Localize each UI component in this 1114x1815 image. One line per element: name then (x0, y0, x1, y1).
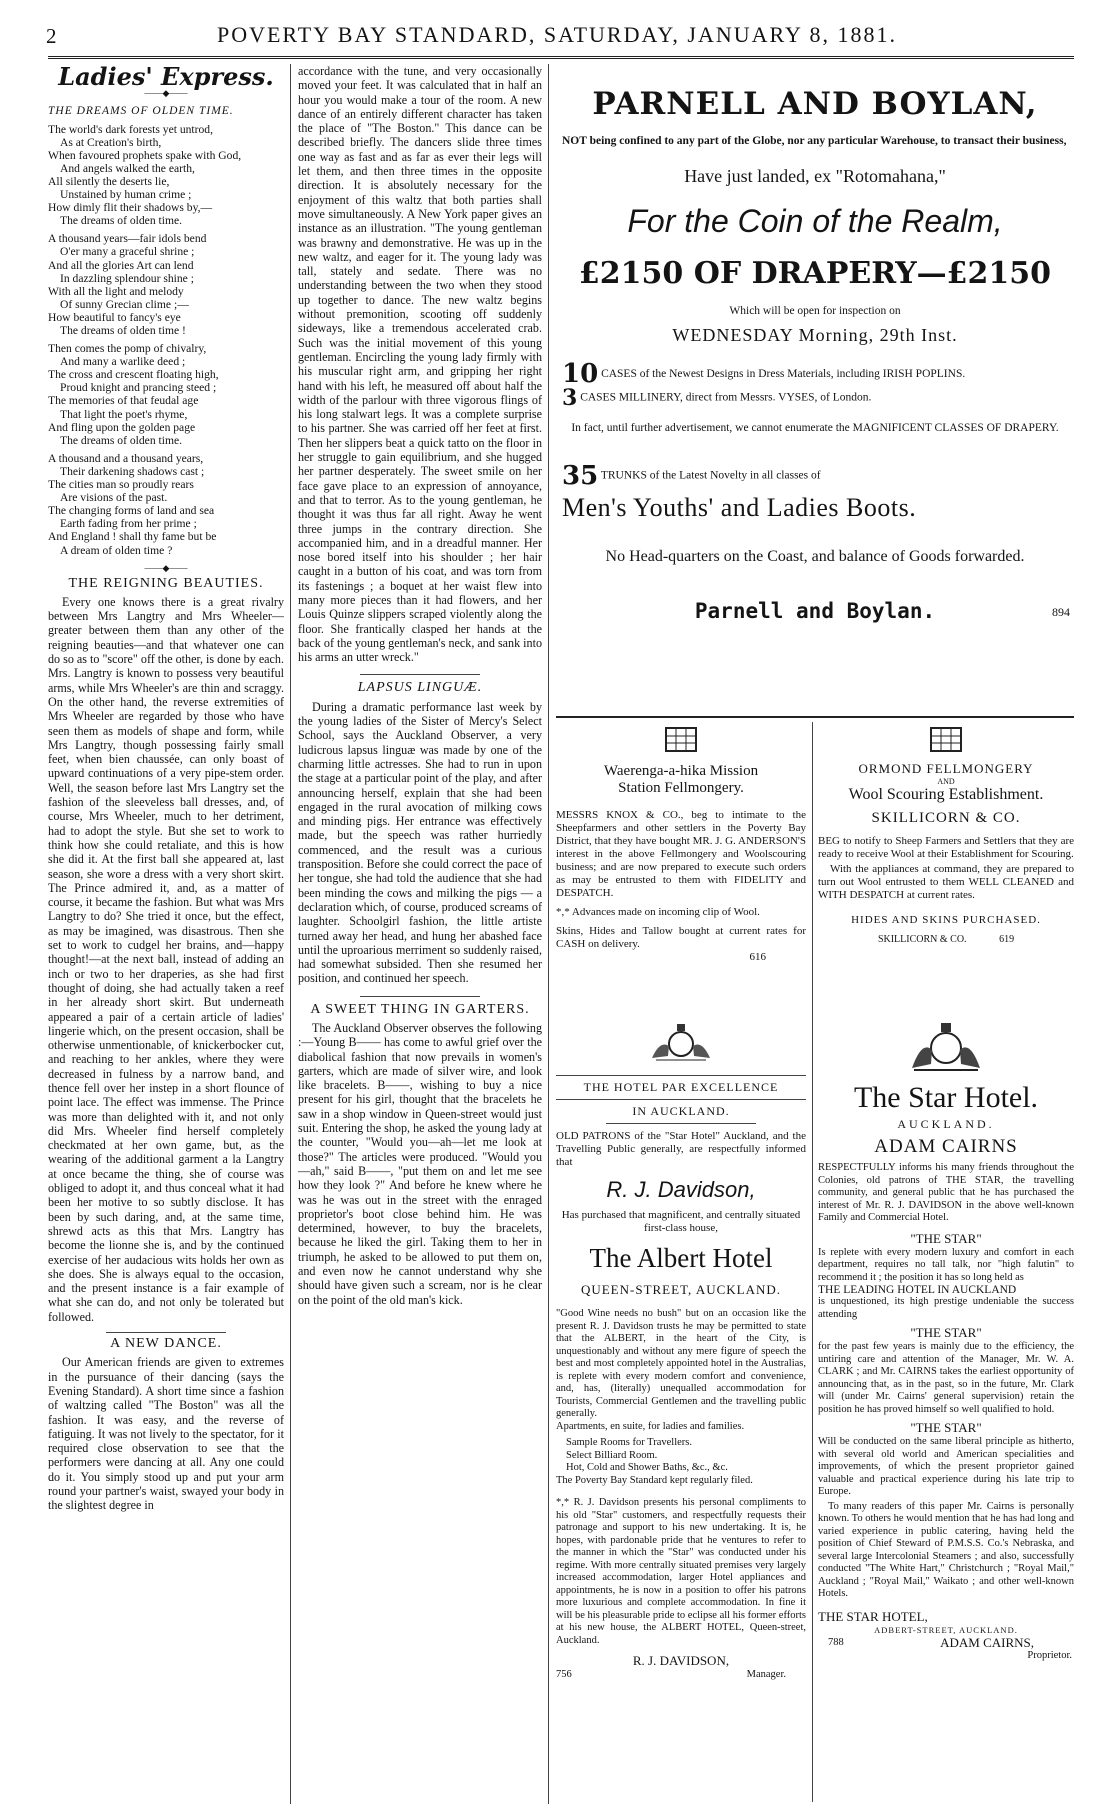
ormond-ad (818, 724, 1074, 974)
ad-signature: SKILLICORN & CO. (877, 934, 967, 945)
masthead (0, 0, 1114, 58)
ad-baths: Hot, Cold and Shower Baths, &c., &c. (566, 1462, 728, 1473)
ad-tagline: THE HOTEL PAR EXCELLENCE (583, 1080, 779, 1094)
poem-title: THE DREAMS OF OLDEN TIME. (48, 105, 234, 118)
poem-line: A thousand years—fair idols bend (48, 232, 207, 246)
ad-divider (556, 716, 1074, 718)
royal-crest-icon (646, 1051, 716, 1068)
ad-rooms: Sample Rooms for Travellers. (566, 1437, 692, 1448)
poem-line: The cities man so proudly rears (48, 478, 194, 492)
poem-line: And angels walked the earth, (60, 161, 195, 175)
ad-body: "Good Wine needs no bush" but on an occasion like the present R. J. Davidson trusts he may be permitted to state that the ALBERT, in the heart of the City, is unquestionably and without any mere figure of speech the best and most completely appointed hotel in the Australias, is replete with every modern comfort and convenience, and, has, (literally) unequalled accommodation for Tourists, Commercial Gentlemen and the travelling public generally. (556, 1308, 806, 1419)
poem-line: Of sunny Grecian clime ;— (60, 297, 189, 311)
poem-line: The memories of that feudal age (48, 394, 199, 408)
ad-body: is unquestioned, its high prestige undeniable the success attending (818, 1296, 1074, 1320)
ad-rule (606, 1123, 756, 1124)
section-rule (360, 674, 480, 675)
ad-line: CASES MILLINERY, direct from Messrs. VYSES, of London. (580, 391, 872, 404)
column-rule-2 (548, 64, 549, 1804)
ad-street: QUEEN-STREET, AUCKLAND. (580, 1282, 782, 1297)
ad-title: PARNELL AND BOYLAN, (592, 86, 1038, 122)
ad-number-ref: 788 (828, 1636, 844, 1648)
ad-body: MESSRS KNOX & CO., beg to intimate to the Sheepfarmers and other settlers in the Poverty Bay District, that they have bought MR. J. G. ANDERSON'S interest in the above Fellmongery and Woolscouring business; and are now prepared to execute such orders as may be entrusted to them with FIDELITY and DESPATCH. (556, 809, 806, 899)
poem-line: And all the glories Art can lend (48, 258, 194, 272)
poem-line: O'er many a graceful shrine ; (60, 245, 195, 259)
ad-landed: Have just landed, ex "Rotomahana," (684, 166, 946, 186)
ad-title: Wool Scouring Establishment. (848, 786, 1044, 803)
ad-intro: OLD PATRONS of the "Star Hotel" Auckland, and the Travelling Public generally, are respectfully informed that (556, 1130, 806, 1168)
article-text: The Auckland Observer observes the following :—Young B—— has come to awful grief over the diabolical fashion that now prevails in women's garters, which are made of silver wire, and look like bracelets. B——, wishing to buy a nice present for his girl, thought that the bracelets he saw in a shop window in Queen-street would just suit. Entering the shop, he asked the young lady at the counter, "Would you—ah—let me look at those?" The articles were produced. "Would you—ah," said B——, "put them on and let me see how they look ?" And before he knew where he was he was out in the street with the enraged proprietor's boot close behind him. He was determined, however, to buy the bracelets, because he liked the girl. Taking them to her in triumph, he asked to be allowed to put them on, and even now he cannot understand why she should have given such a scream, nor is he clear on the point of the old man's kick. (298, 1021, 542, 1307)
ad-number: 3 (562, 385, 578, 412)
wool-bale-icon (929, 724, 963, 754)
ad-number-ref: 616 (749, 951, 766, 963)
ad-address: ADBERT-STREET, AUCKLAND. (874, 1624, 1018, 1635)
poem-line: And fling upon the golden page (48, 420, 196, 434)
ad-leading: THE LEADING HOTEL IN AUCKLAND (818, 1284, 1017, 1296)
ad-city: AUCKLAND. (897, 1117, 995, 1131)
ladies-express-heading: Ladies' Express. (58, 64, 274, 91)
ad-intro: NOT being confined to any part of the Globe, nor any particular Warehouse, to transact their business, (562, 135, 1067, 147)
article-text: Our American friends are given to extremes in the pursuance of their dancing (says the Evening Standard). A short time since a fashion of waltzing called "The Boston" was all the fashion. It was easy, and the reverse of fatiguing. It was not lively to the spectator, for it required close observation to see that the performers were dancing at all. Any one could do it. You simply stood up and put your arm round your partner's waist, swayed your body in the slightest degree in (48, 1355, 284, 1513)
masthead-rule (48, 56, 1074, 59)
page-number: 2 (46, 24, 57, 48)
poem-line: The dreams of olden time. (60, 214, 183, 228)
poem-line: Are visions of the past. (60, 491, 168, 505)
column-rule-1 (290, 64, 291, 1804)
poem-line: The world's dark forests yet untrod, (48, 122, 214, 136)
ad-body: *,* R. J. Davidson presents his personal compliments to his old "Star" customers, and respectfully requests their patronage and support to his new undertaking. It is, he hopes, with pardonable pride that he ventures to refer to the manner in which the "Star" was conducted under his regime. With more centrally situated premises very largely increased accommodation, larger Hotel appliances and appointments, he is now in a position to offer his patrons more luxurious and complete accommodation. In fine it will be his pleasurable pride to eclipse all his former efforts at his new house, the ALBERT HOTEL, Queen-street, Auckland. (556, 1497, 806, 1646)
ad-body: RESPECTFULLY informs his many friends throughout the Colonies, old patrons of THE STAR, the travelling community, and general public that he has purchased the interest of Mr. R. J. DAVIDSON in the above well-known Family and Commercial Hotel. (818, 1162, 1074, 1223)
poem-line: The dreams of olden time ! (60, 324, 186, 337)
ad-advances: *,* Advances made on incoming clip of Wool. (556, 906, 760, 918)
ad-quote: "THE STAR" (910, 1325, 982, 1340)
ad-hotel-name: The Albert Hotel (589, 1243, 773, 1273)
ornament: ——◆—— (144, 562, 188, 573)
section-rule (106, 1332, 226, 1333)
poem-line: The dreams of olden time. (60, 433, 183, 447)
ad-proprietor: Proprietor. (1027, 1649, 1072, 1661)
poem-line: When favoured prophets spake with God, (48, 148, 242, 162)
royal-crest-icon (906, 1061, 986, 1078)
ad-number-ref: 756 (556, 1669, 572, 1680)
ad-line: TRUNKS of the Latest Novelty in all classes of (600, 469, 821, 482)
ad-number: 10 (562, 359, 599, 389)
poem-line: And many a warlike deed ; (60, 355, 186, 369)
poem-line: Earth fading from her prime ; (60, 517, 197, 531)
column-1 (48, 64, 284, 1812)
poem-line: Their darkening shadows cast ; (60, 464, 205, 478)
ad-body: Will be conducted on the same liberal principle as hitherto, with several old world and American specialities and improvements, of which the present proprietor gained valuable and practical experience during his late trip to Europe. (818, 1436, 1074, 1497)
ad-body: With the appliances at command, they are prepared to turn out Wool entrusted to them WELL CLEANED and WITH DESPATCH at current rates. (818, 863, 1074, 901)
ad-coin: For the Coin of the Realm, (627, 203, 1003, 239)
ornament: ——◆—— (144, 88, 188, 99)
ad-signature: THE STAR HOTEL, (818, 1608, 928, 1624)
ad-title: Station Fellmongery. (618, 780, 744, 796)
article-text: accordance with the tune, and very occasionally moved your feet. It was calculated that in half an hour you would make a tour of the room. A new dance of an entirely different character has taken the place of "The Boston." This dance can be described briefly. The dancers slide three times one way as fast and as far as ever their legs will let them, and then three times in the opposite direction. It is absolutely necessary for the enjoyment of this waltz that both parties shall move simultaneously. A New York paper gives an instance as an illustration. "The young gentleman was brawny and demonstrative. He was up in the new waltz, and eager for it. The young lady was tall, stately and sedate. There was no understanding between the two when they stood up together to dance. The new waltz begins without premonition, scooting off suddenly sideways, like a tremendous accelerated crab. Such was the initial movement of this young gentleman. Encircling the young lady firmly with his muscular right arm, and gripping her right hand with his left, he measured off about half the width of the parlour with three vigorous flings of his long stalwart legs. It was a complete surprise to his partner. She was carried off her feet at first. Then her slippers beat a quick tatto on the floor in her struggle to gain equilibrium, and she hugged her partner desperately. The sweet smile on her face gave place to an expression of annoyance, and that to terror. As to the young gentleman, he thought it was thus far all right. Away he went three jumps in the contrary direction. She accompanied him, and in a dreadful manner. Her nose bored itself into his shoulder ; her hair caught in a button of his coat, and was torn from its fastenings ; a boquet at her waist flew into many more pieces than it had flowers, and her Louis Quinze slippers scraped violently along the floor. She frantically clasped her hands at the back of the young gentleman's neck, and sank into his arms an utter wreck." (298, 64, 542, 665)
ad-hotel-name: The Star Hotel. (853, 1081, 1039, 1114)
poem-line: As at Creation's birth, (60, 135, 162, 149)
ad-boots: Men's Youths' and Ladies Boots. (562, 493, 917, 523)
ad-rule (556, 1099, 806, 1100)
ad-rule (556, 1075, 806, 1076)
ad-number: 35 (562, 461, 599, 492)
ad-apartments: Apartments, en suite, for ladies and families. (556, 1420, 745, 1432)
poem-line: How beautiful to fancy's eye (48, 310, 181, 324)
section-rule (360, 996, 480, 997)
ad-skins: Skins, Hides and Tallow bought at current rates for CASH on delivery. (556, 925, 806, 950)
ad-name: ADAM CAIRNS (874, 1136, 1018, 1157)
section-title: A SWEET THING IN GARTERS. (310, 1001, 530, 1017)
column-2 (298, 64, 542, 1812)
ad-and: AND (937, 777, 955, 786)
ad-body: for the past few years is mainly due to the efficiency, the untiring care and attention of the Manager, Mr. W. A. CLARK ; and Mr. CAIRNS takes the earliest opportunity of announcing that, as in the past, so in the future, Mr. Clark will (under Mr. Cairns' general supervision) retain the position he has proved himself so well qualified to hold. (818, 1341, 1074, 1415)
wool-bale-icon (664, 724, 698, 754)
poem (48, 123, 284, 557)
ad-quote: "THE STAR" (910, 1420, 982, 1435)
poem-line: Then comes the pomp of chivalry, (48, 342, 207, 356)
poem-line: How dimly flit their shadows by,— (48, 201, 213, 215)
ad-line: CASES of the Newest Designs in Dress Materials, including IRISH POPLINS. (601, 368, 966, 381)
ad-body: Is replete with every modern luxury and comfort in each department, requires no tall talk, nor "high falutin" to recommend it ; the position it has so long held as (818, 1246, 1074, 1283)
ad-date: WEDNESDAY Morning, 29th Inst. (672, 325, 958, 345)
poem-line: With all the light and melody (48, 284, 184, 298)
ad-manager: Manager. (746, 1669, 786, 1680)
ad-headquarters: No Head-quarters on the Coast, and balance of Goods forwarded. (605, 548, 1025, 566)
masthead-title: POVERTY BAY STANDARD, SATURDAY, JANUARY 8, 1881. (216, 22, 898, 47)
ad-kept: The Poverty Bay Standard kept regularly filed. (556, 1474, 753, 1486)
article-text: Every one knows there is a great rivalry between Mrs Langtry and Mrs Wheeler—greater between them than any other of the reigning beauties—and that whatever one can do so as to "score" off the other, is done by each. Mrs. Langtry is known to possess very beautiful arms, while Mrs Wheeler's are thin and scraggy. On the other hand, the reverse extremities of Mrs Wheeler are regarded by those who have seen them as models of shape and form, while Mrs Langtry, though possessing fairly small feet, when bien chaussée, can only boast of upward continuations of a very pipe-stem order. Well, the season before last Mrs Langtry set the fashion of the sleeveless ball dresses, and, of course, Mrs Wheeler, much to her detriment, had to adopt the style. But she set to work to think how she could retaliate, and this is how she did it. At the first ball she appeared at, last season, she wore a dress with a very short skirt. The Prince admired it, and, as a matter of course, it became the fashion. But what was Mrs Langtry to do? She tried it once, but the effect, as may be imagined, was disastrous. Then she set to work to cudgel her brains, and—happy thought!—at the next ball, instead of adding an inch or two to her draperies, as she had first thought of doing, she had actually taken a reef in her already short skirt. But underneath appeared a pair of a certain article of ladies' lingerie which, on the present occasion, shall be otherwise unmentionable, of knickerbocker cut, and reaching to her ankles, where they were decreased in fulness by a narrow band, and thence fell over her instep in a short flounce of point lace. The effect was immense. The Prince was more than delighted with it, and not only did Mrs. Wheeler find herself completely checkmated at her own game, but, as the wearing of the additional garment a la Langtry at once became the thing, she of course was obliged to adopt it, and thus conceal what it had been her motive to so subtly disclose. It has been by such daring, and, at the same time, shrewd acts as this that Mrs. Langtry has become the lionne she is, and by the continued exercise of her audacious wits holds her own as she does. She is always equal to the occasion, and the present instance is a fair example of what she can do, and not only be tolerated but followed. (48, 594, 284, 1324)
poem-line: The cross and crescent floating high, (48, 368, 219, 382)
ad-further: In fact, until further advertisement, we cannot enumerate the MAGNIFICENT CLASSES OF DRAPERY. (571, 422, 1059, 435)
ad-signature: Parnell and Boylan. (694, 599, 936, 624)
ad-body: To many readers of this paper Mr. Cairns is personally known. To others he would mention that he has had long and varied experience in public catering, having held the position of Chief Steward of P.M.S.S. Co.'s Nebraska, and several large Intercolonial Steamers ; and also, successfully conducted "The White Hart," Christchurch ; "Royal Mail," Auckland ; "Royal Mail," Waikato ; and other well-known Hotels. (818, 1500, 1074, 1599)
ad-title: Waerenga-a-hika Mission (603, 763, 759, 779)
article-text: During a dramatic performance last week by the young ladies of the Sister of Mercy's Select School, says the Auckland Observer, a very ludicrous lapsus linguæ was made by one of the charming little actresses. She had to run in upon the stage at a particular point of the play, and after announcing herself, explain that she had been engaged in the rural avocation of milking cows and minding pigs. Her entrance was effectively made, but the speech was rather hurriedly commenced, and the result was a curious transposition. Before she could correct the pace of her tongue, she had told the audience that she had been minding the cows and milking the pigs — a declaration which, of course, produced screams of laughter. Schoolgirl fashion, the little artiste turned away her head, and hung her abashed face until the uproarious merriment so suddenly raised, had somewhat subsided. Then she resumed her position, and continued her speech. (298, 699, 542, 986)
ad-name: R. J. Davidson, (606, 1177, 756, 1202)
ad-hides: HIDES AND SKINS PURCHASED. (851, 914, 1041, 926)
poem-line: That light the poet's rhyme, (60, 407, 188, 421)
ad-firm: SKILLICORN & CO. (871, 810, 1021, 826)
ad-billiard: Select Billiard Room. (566, 1449, 658, 1461)
ad-signature: R. J. DAVIDSON, (632, 1653, 730, 1668)
poem-line: The changing forms of land and sea (48, 504, 215, 518)
column-rule-3 (812, 722, 813, 1802)
ad-quote: "THE STAR" (910, 1230, 982, 1246)
poem-line: In dazzling splendour shine ; (60, 271, 194, 285)
ad-drapery: £2150 OF DRAPERY—£2150 (578, 256, 1052, 291)
parnell-boylan-ad (556, 64, 1074, 714)
poem-line: A dream of olden time ? (60, 543, 173, 557)
star-hotel-ad (818, 1018, 1074, 1810)
poem-line: Unstained by human crime ; (60, 188, 192, 202)
ad-number-ref: 894 (1052, 605, 1070, 620)
section-title: A NEW DANCE. (110, 1336, 222, 1352)
ad-open: Which will be open for inspection on (729, 305, 901, 317)
poem-line: Proud knight and prancing steed ; (60, 381, 217, 395)
ad-number-ref: 619 (999, 934, 1015, 945)
waerenga-ad (556, 724, 806, 1014)
poem-line: All silently the deserts lie, (48, 174, 170, 188)
poem-line: And England ! shall thy fame but be (48, 530, 217, 544)
section-title: LAPSUS LINGUÆ. (357, 680, 483, 696)
ad-body: BEG to notify to Sheep Farmers and Settlers that they are ready to receive Wool at their Establishment for Scouring. (818, 835, 1074, 860)
poem-line: A thousand and a thousand years, (48, 451, 204, 465)
ad-title: ORMOND FELLMONGERY (858, 761, 1034, 776)
ad-signature: ADAM CAIRNS, (940, 1634, 1034, 1650)
section-title: THE REIGNING BEAUTIES. (68, 575, 264, 591)
ad-purchased: Has purchased that magnificent, and centrally situated first-class house, (561, 1209, 801, 1234)
ad-tagline: IN AUCKLAND. (632, 1104, 730, 1118)
albert-hotel-ad (556, 1020, 806, 1810)
